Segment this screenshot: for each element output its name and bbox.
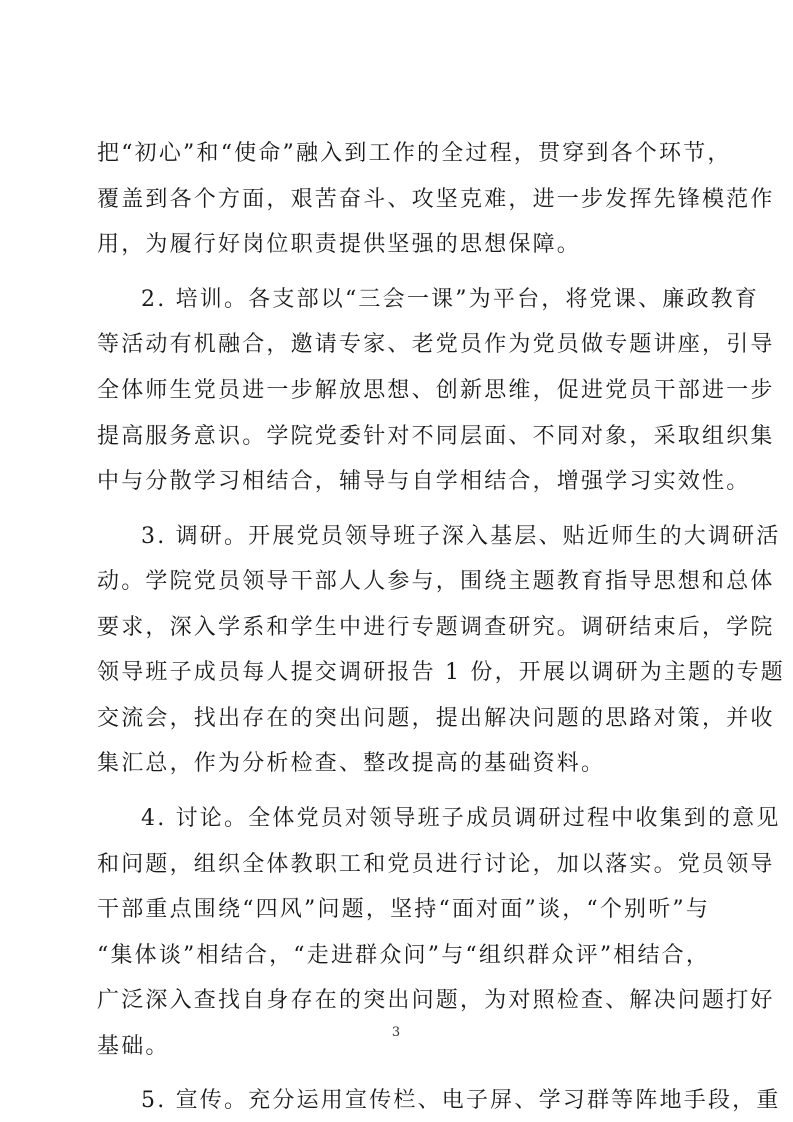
text-line-16: 和问题，组织全体教职工和党员进行讨论，加以落实。党员领导: [97, 852, 775, 877]
text-line-6: 全体师生党员进一步解放思想、创新思维，促进党员干部进一步: [97, 378, 775, 403]
text-line-18: “集体谈”相结合，“走进群众问”与“组织群众评”相结合，: [97, 943, 711, 968]
text-line-7: 提高服务意识。学院党委针对不同层面、不同对象，采取组织集: [97, 424, 775, 449]
text-line-2: 覆盖到各个方面，艰苦奋斗、攻坚克难，进一步发挥先锋模范作: [97, 187, 775, 212]
page-number: 3: [391, 1025, 401, 1040]
text-line-21: 5. 宣传。充分运用宣传栏、电子屏、学习群等阵地手段，重: [141, 1088, 781, 1113]
text-line-17: 干部重点围绕“四风”问题，坚持“面对面”谈，“个别听”与: [97, 897, 711, 922]
text-line-12: 领导班子成员每人提交调研报告 1 份，开展以调研为主题的专题: [97, 660, 785, 685]
text-line-19: 广泛深入查找自身存在的突出问题，为对照检查、解决问题打好: [97, 988, 775, 1013]
text-line-11: 要求，深入学系和学生中进行专题调查研究。调研结束后，学院: [97, 615, 775, 640]
text-line-8: 中与分散学习相结合，辅导与自学相结合，增强学习实效性。: [97, 469, 751, 494]
text-line-5: 等活动有机融合，邀请专家、老党员作为党员做专题讲座，引导: [97, 332, 775, 357]
text-line-3: 用，为履行好岗位职责提供坚强的思想保障。: [97, 232, 582, 257]
text-line-4: 2. 培训。各支部以“三会一课”为平台，将党课、廉政教育: [141, 287, 760, 312]
text-line-10: 动。学院党员领导干部人人参与，围绕主题教育指导思想和总体: [97, 569, 775, 594]
text-line-13: 交流会，找出存在的突出问题，提出解决问题的思路对策，并收: [97, 706, 775, 731]
text-line-9: 3. 调研。开展党员领导班子深入基层、贴近师生的大调研活: [141, 524, 781, 549]
text-line-15: 4. 讨论。全体党员对领导班子成员调研过程中收集到的意见: [141, 806, 781, 831]
text-line-20: 基础。: [97, 1034, 170, 1059]
text-line-14: 集汇总，作为分析检查、整改提高的基础资料。: [97, 751, 606, 776]
text-line-1: 把“初心”和“使命”融入到工作的全过程，贯穿到各个环节，: [97, 141, 732, 166]
